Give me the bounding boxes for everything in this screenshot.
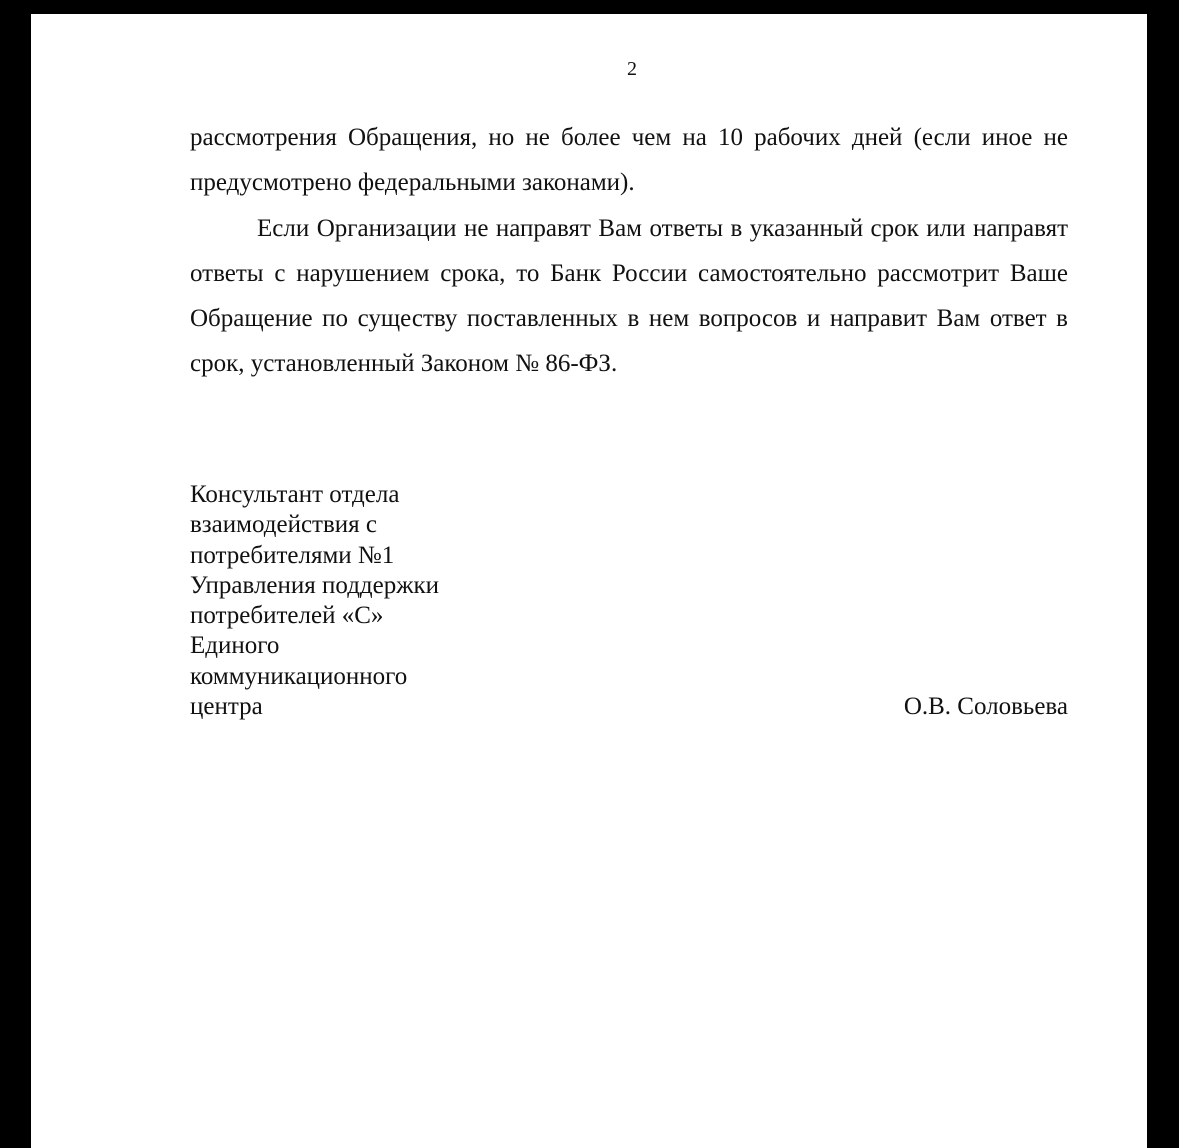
signature-position-line: Консультант отдела bbox=[190, 481, 400, 508]
paragraph-continuation: рассмотрения Обращения, но не более чем на 10 рабочих дней (если иное не предусмотрено федеральными законами). bbox=[190, 124, 1068, 196]
signature-position-line: центра bbox=[190, 693, 263, 721]
signature-position-line: Управления поддержки bbox=[190, 571, 440, 599]
signature-position-line: Единого bbox=[190, 632, 280, 660]
signature-position-line: коммуникационного bbox=[190, 662, 408, 690]
signature-position-line: взаимодействия с bbox=[190, 511, 377, 539]
signer-name: О.В. Соловьева bbox=[903, 693, 1068, 720]
document-page bbox=[31, 14, 1147, 1148]
paragraph-main: Если Организации не направят Вам ответы в указанный срок или направят ответы с нарушением срока, то Банк России самостоятельно рассмотрит Ваше Обращение по существу поставленных в нем вопросов и направит Вам ответ в срок, установленный Законом № 86-ФЗ. bbox=[190, 215, 1068, 377]
signature-position bbox=[190, 480, 490, 722]
signature-position-line: потребителями №1 bbox=[190, 541, 395, 569]
signature-position-line: потребителей «С» bbox=[190, 602, 384, 630]
page-number: 2 bbox=[627, 58, 637, 80]
